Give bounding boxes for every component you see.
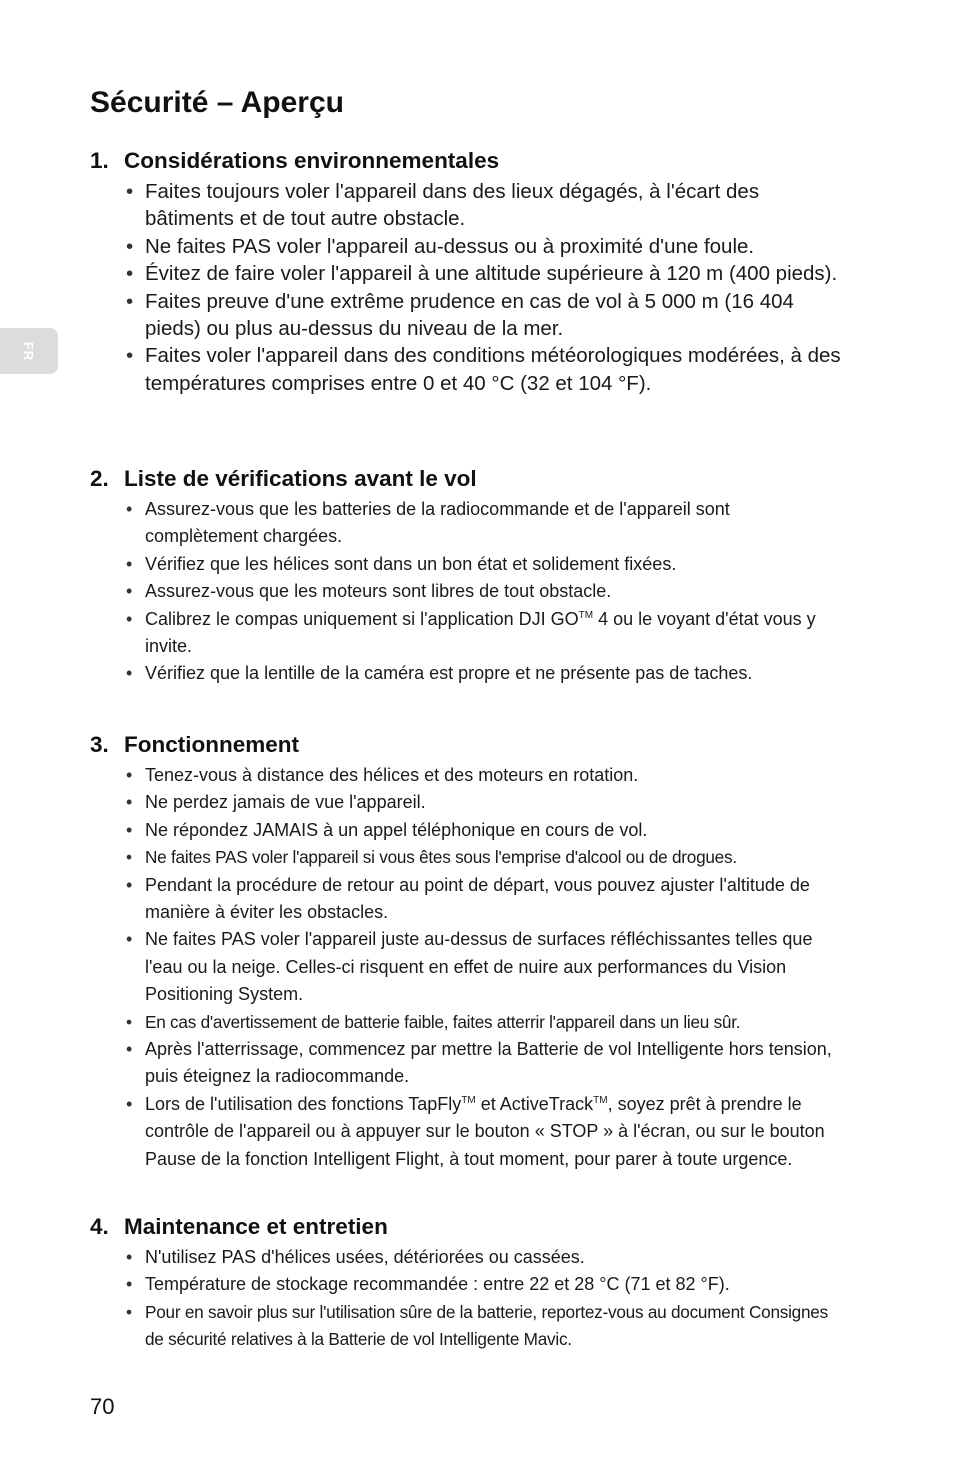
list-item: • Pour en savoir plus sur l'utilisation sûre de la batterie, reportez-vous au document Consignes de sécurité relatives à la Batterie de vol Intelligente Mavic.: [124, 1299, 844, 1354]
section-heading-operation: [90, 732, 299, 758]
section-title: Fonctionnement: [124, 732, 299, 757]
page-number: 70: [90, 1394, 115, 1419]
trademark-mark: TM: [593, 1094, 608, 1106]
section-heading-preflight: [90, 466, 477, 492]
list-item: • Lors de l'utilisation des fonctions TapFly™ et ActiveTrack™, soyez prêt à prendre le contrôle de l'appareil ou à appuyer sur le bouton « STOP » à l'écran, ou sur le bouton Pause de la fonction Intelligent Flight, à tout moment, pour parer à toute urgence.: [124, 1091, 844, 1173]
list-item: • Vérifiez que la lentille de la caméra est propre et ne présente pas de taches.: [124, 660, 844, 687]
list-item: • Faites voler l'appareil dans des conditions météorologiques modérées, à des températures comprises entre 0 et 40 °C (32 et 104 °F).: [124, 342, 844, 397]
list-item: • Vérifiez que les hélices sont dans un bon état et solidement fixées.: [124, 551, 844, 578]
section-title: Considérations environnementales: [124, 148, 500, 173]
list-item: • Ne perdez jamais de vue l'appareil.: [124, 789, 844, 816]
list-item: • En cas d'avertissement de batterie faible, faites atterrir l'appareil dans un lieu sûr.: [124, 1009, 844, 1036]
section-number: 4.: [90, 1214, 109, 1239]
list-item: • Ne répondez JAMAIS à un appel téléphonique en cours de vol.: [124, 817, 844, 844]
trademark-mark: TM: [578, 609, 594, 621]
list-item: • Ne faites PAS voler l'appareil juste au-dessus de surfaces réfléchissantes telles que l'eau ou la neige. Celles-ci risquent en effet de nuire aux performances du Vision Positioning System.: [124, 926, 844, 1008]
list-item: • Assurez-vous que les batteries de la radiocommande et de l'appareil sont complètement chargées.: [124, 496, 844, 551]
list-item: • Assurez-vous que les moteurs sont libres de tout obstacle.: [124, 578, 844, 605]
language-tab-label: FR: [21, 341, 37, 361]
list-item: • N'utilisez PAS d'hélices usées, détériorées ou cassées.: [124, 1244, 844, 1271]
list-item: • Faites toujours voler l'appareil dans des lieux dégagés, à l'écart des bâtiments et de tout autre obstacle.: [124, 178, 844, 233]
environment-list: [124, 178, 844, 397]
list-item: • Évitez de faire voler l'appareil à une altitude supérieure à 120 m (400 pieds).: [124, 260, 844, 287]
section-heading-maintenance: [90, 1214, 388, 1240]
language-tab: [0, 328, 58, 374]
list-item: • Ne faites PAS voler l'appareil si vous êtes sous l'emprise d'alcool ou de drogues.: [124, 844, 844, 871]
section-number: 1.: [90, 148, 109, 173]
preflight-list: [124, 496, 844, 688]
list-item: • Température de stockage recommandée : entre 22 et 28 °C (71 et 82 °F).: [124, 1271, 844, 1298]
list-item: • Calibrez le compas uniquement si l'application DJI GO™ 4 ou le voyant d'état vous y invite.: [124, 606, 844, 661]
section-title: Maintenance et entretien: [124, 1214, 388, 1239]
list-item: • Pendant la procédure de retour au point de départ, vous pouvez ajuster l'altitude de manière à éviter les obstacles.: [124, 872, 844, 927]
section-title: Liste de vérifications avant le vol: [124, 466, 477, 491]
operation-list: [124, 762, 844, 1173]
list-item: • Faites preuve d'une extrême prudence en cas de vol à 5 000 m (16 404 pieds) ou plus au-dessus du niveau de la mer.: [124, 288, 844, 343]
section-number: 3.: [90, 732, 109, 757]
maintenance-list: [124, 1244, 844, 1354]
page-title: Sécurité – Aperçu: [90, 86, 344, 119]
list-item: • Ne faites PAS voler l'appareil au-dessus ou à proximité d'une foule.: [124, 233, 844, 260]
section-number: 2.: [90, 466, 109, 491]
section-heading-environment: [90, 148, 499, 174]
trademark-mark: TM: [461, 1094, 476, 1106]
list-item: • Après l'atterrissage, commencez par mettre la Batterie de vol Intelligente hors tension, puis éteignez la radiocommande.: [124, 1036, 844, 1091]
list-item: • Tenez-vous à distance des hélices et des moteurs en rotation.: [124, 762, 844, 789]
